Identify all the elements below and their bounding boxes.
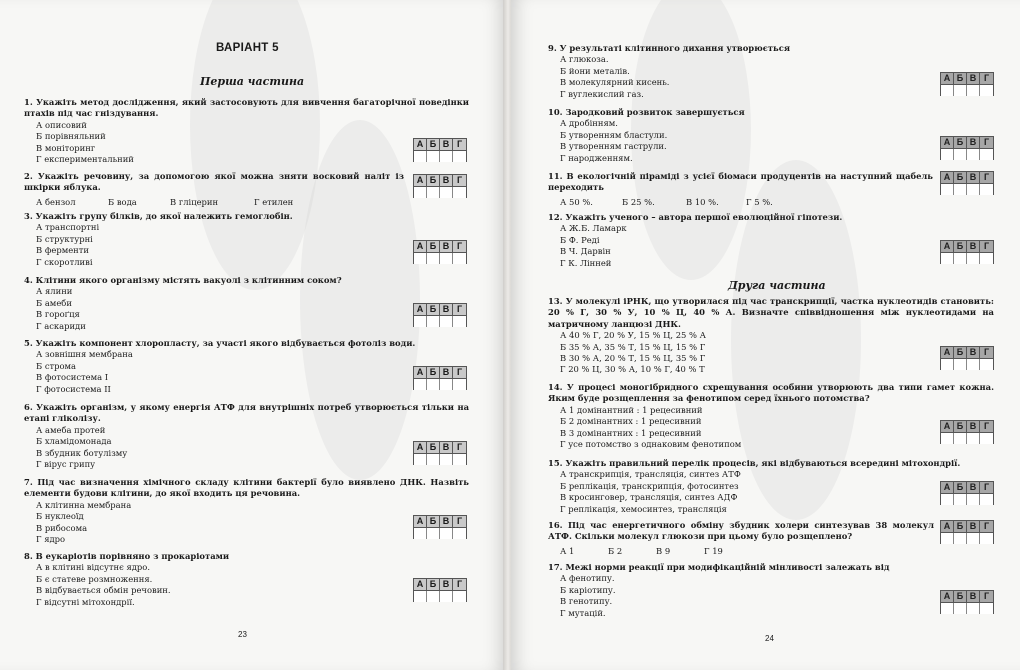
question-11 (548, 171, 933, 208)
answer-grid[interactable]: А Б В Г (940, 590, 994, 614)
question-7 (24, 477, 469, 545)
question-text: 17. Межі норми реакції при модифікаційній мінливості залежать від (548, 562, 890, 572)
answer-grid[interactable]: А Б В Г (940, 171, 994, 195)
page-number: 24 (765, 634, 774, 643)
question-10 (548, 107, 988, 164)
question-text: 2. Укажіть речовину, за допомогою якої можна зняти восковий наліт із шкірки яблука. (24, 171, 404, 193)
option-c: В гороґця (36, 309, 80, 320)
option-a: А описовий (36, 119, 87, 130)
option-d: Г вуглекислий газ. (560, 88, 644, 99)
answer-grid[interactable]: А Б В Г (940, 420, 994, 444)
option-a: А транспортні (36, 222, 100, 233)
answer-grid[interactable]: А Б В Г (413, 578, 467, 602)
option-d: Г 20 % Ц, 30 % А, 10 % Г, 40 % Т (560, 364, 705, 375)
option-d: Г експериментальний (36, 154, 134, 165)
option-a: А амеба протей (36, 424, 106, 435)
question-text: 8. В еукаріотів порівняно з прокаріотами (24, 551, 230, 561)
answer-grid[interactable]: А Б В Г (940, 240, 994, 264)
question-6 (24, 402, 469, 470)
option-c: В 30 % А, 20 % Т, 15 % Ц, 35 % Г (560, 353, 706, 364)
question-8 (24, 551, 469, 608)
option-a: А 40 % Г, 20 % У, 15 % Ц, 25 % А (560, 330, 706, 341)
option-b: Б 25 %. (622, 196, 655, 207)
question-text: 5. Укажіть компонент хлоропласту, за участі якого відбувається фотоліз води. (24, 338, 416, 348)
answer-grid[interactable]: А Б В Г (413, 174, 467, 198)
answer-grid[interactable]: А Б В Г (413, 441, 467, 465)
question-text: 11. В екологічній піраміді з усієї біомаси продуцентів на наступний щабель переходить (548, 171, 933, 193)
answer-grid[interactable]: А Б В Г (940, 346, 994, 370)
option-c: В рибосома (36, 522, 88, 533)
option-c: В Ч. Дарвін (560, 246, 611, 257)
question-14 (548, 382, 994, 450)
question-2 (24, 171, 404, 208)
part-two-title: Друга частина (728, 279, 826, 292)
option-b: Б амеби (36, 297, 72, 308)
option-a: А глюкоза. (560, 54, 609, 65)
option-b: Б каріотипу. (560, 584, 616, 595)
part-one-title: Перша частина (200, 75, 305, 88)
option-a: А транскрипція, трансляція, синтез АТФ (560, 469, 741, 480)
option-b: Б 35 % А, 35 % Т, 15 % Ц, 15 % Г (560, 341, 706, 352)
option-b: Б вода (108, 196, 137, 207)
option-d: Г відсутні мітохондрії. (36, 596, 135, 607)
answer-grid[interactable]: А Б В Г (413, 515, 467, 539)
option-a: А бензол (36, 196, 76, 207)
option-b: Б утворенням бластули. (560, 129, 668, 140)
page-number: 23 (238, 630, 247, 639)
option-c: В ферменти (36, 245, 89, 256)
option-d: Г 5 %. (746, 196, 773, 207)
options-row (560, 546, 934, 557)
question-4 (24, 275, 469, 332)
option-d: Г вірус грипу (36, 459, 96, 470)
options-row (36, 197, 404, 208)
question-text: 14. У процесі моногібридного схрещування особини утворюють два типи гамет кожна. Яким буде розщеплення за фенотипом серед їхнього потомства? (548, 382, 994, 404)
option-c: В 10 %. (686, 196, 719, 207)
option-a: А зовнішня мембрана (36, 349, 133, 360)
option-d: Г К. Лінней (560, 257, 612, 268)
question-15 (548, 458, 994, 515)
question-text: 10. Зародковий розвиток завершується (548, 107, 745, 117)
option-d: Г 19 (704, 545, 723, 556)
question-text: 16. Під час енергетичного обміну збудник холери синтезував 38 молекул АТФ. Скільки молекул глюкози при цьому було розщеплено? (548, 520, 934, 542)
question-text: 12. Укажіть ученого – автора першої еволюційної гіпотези. (548, 212, 843, 222)
question-text: 15. Укажіть правильний перелік процесів, які відбуваються всередині мітохондрії. (548, 458, 961, 468)
option-d: Г ядро (36, 534, 66, 545)
question-1 (24, 97, 469, 165)
answer-grid[interactable]: А Б В Г (940, 481, 994, 505)
option-c: В 3 домінантних : 1 рецесивний (560, 427, 702, 438)
option-c: В утворенням гаструли. (560, 141, 667, 152)
option-c: В фотосистема І (36, 372, 109, 383)
option-b: Б Ф. Реді (560, 234, 600, 245)
option-a: А 1 (560, 545, 575, 556)
option-a: А в клітині відсутнє ядро. (36, 562, 150, 573)
option-c: В 9 (656, 545, 671, 556)
option-d: Г скоротливі (36, 256, 93, 267)
option-a: А 1 домінантний : 1 рецесивний (560, 404, 703, 415)
option-b: Б нуклеоїд (36, 511, 84, 522)
answer-grid[interactable]: А Б В Г (413, 240, 467, 264)
option-b: Б строма (36, 360, 77, 371)
option-d: Г фотосистема ІІ (36, 383, 111, 394)
option-c: В кросинговер, трансляція, синтез АДФ (560, 492, 738, 503)
question-text: 9. У результаті клітинного дихання утворюється (548, 43, 791, 53)
left-page (0, 0, 505, 670)
option-b: Б хламідомонада (36, 436, 112, 447)
option-c: В генотипу. (560, 596, 613, 607)
option-c: В відбувається обмін речовин. (36, 585, 171, 596)
option-b: Б реплікація, транскрипція, фотосинтез (560, 480, 739, 491)
question-text: 13. У молекулі іРНК, що утворилася під час транскрипції, частка нуклеотидів становить: 20 % Г, 30 % У, 10 % Ц, 40 % А. Визначте співвідношення між нуклеотидами на матричному ланцюзі ДНК. (548, 296, 994, 329)
question-text: 3. Укажіть групу білків, до якої належить гемоглобін. (24, 211, 293, 221)
options-row (560, 197, 933, 208)
option-d: Г мутацій. (560, 607, 606, 618)
option-d: Г аскариди (36, 320, 86, 331)
right-page (511, 0, 1020, 670)
option-d: Г народженням. (560, 152, 633, 163)
option-c: В молекулярний кисень. (560, 77, 670, 88)
option-d: Г усе потомство з однаковим фенотипом (560, 439, 742, 450)
option-b: Б 2 домінантних : 1 рецесивний (560, 416, 702, 427)
option-c: В збудник ботулізму (36, 447, 128, 458)
question-12 (548, 212, 988, 269)
variant-title: ВАРІАНТ 5 (216, 42, 279, 54)
question-17 (548, 562, 994, 619)
question-16 (548, 520, 934, 557)
option-c: В гліцерин (170, 196, 219, 207)
option-b: Б порівняльний (36, 131, 106, 142)
option-a: А 50 %. (560, 196, 593, 207)
option-b: Б структурні (36, 233, 93, 244)
answer-grid[interactable]: А Б В Г (413, 303, 467, 327)
answer-grid[interactable]: А Б В Г (940, 136, 994, 160)
option-c: В моніторинг (36, 142, 96, 153)
question-text: 7. Під час визначення хімічного складу клітини бактерії було виявлено ДНК. Назвіть елементи будови клітини, до якої входить ця речовина. (24, 477, 469, 499)
answer-grid[interactable]: А Б В Г (413, 366, 467, 390)
option-a: А ялини (36, 286, 73, 297)
option-b: Б йони металів. (560, 65, 630, 76)
question-13 (548, 296, 994, 376)
option-b: Б 2 (608, 545, 623, 556)
option-a: А клітинна мембрана (36, 499, 132, 510)
answer-grid[interactable]: А Б В Г (940, 520, 994, 544)
question-9 (548, 43, 988, 100)
option-a: А Ж.Б. Ламарк (560, 223, 627, 234)
question-text: 1. Укажіть метод дослідження, який застосовують для вивчення багаторічної поведінки птахів під час гніздування. (24, 97, 469, 119)
question-5 (24, 338, 469, 395)
option-a: А фенотипу. (560, 573, 615, 584)
question-text: 4. Клітини якого організму містять вакуолі з клітинним соком? (24, 275, 342, 285)
answer-grid[interactable]: А Б В Г (940, 72, 994, 96)
question-text: 6. Укажіть організм, у якому енергія АТФ для внутрішніх потреб утворюється тільки на етапі гліколізу. (24, 402, 469, 424)
option-b: Б є статеве розмноження. (36, 573, 153, 584)
question-3 (24, 211, 469, 268)
option-d: Г етилен (254, 196, 294, 207)
answer-grid[interactable]: А Б В Г (413, 138, 467, 162)
option-a: А дробінням. (560, 118, 618, 129)
option-d: Г реплікація, хемосинтез, трансляція (560, 503, 727, 514)
